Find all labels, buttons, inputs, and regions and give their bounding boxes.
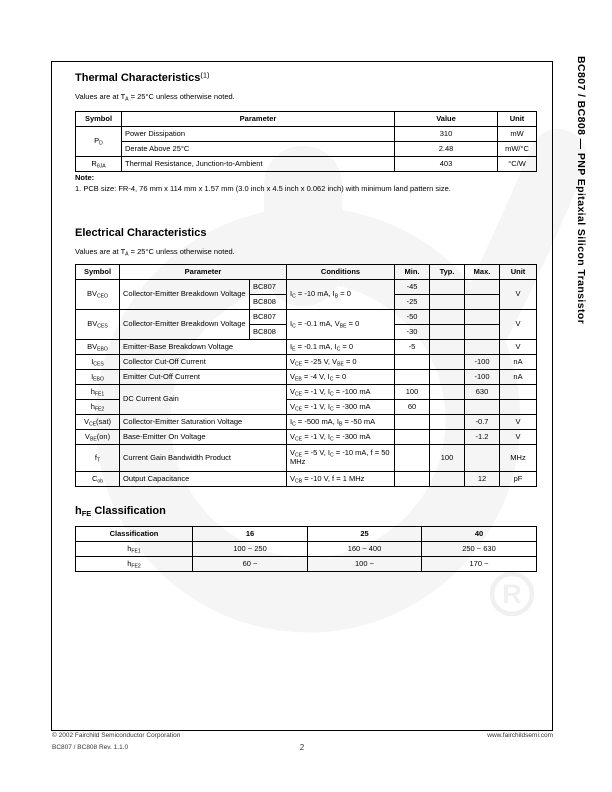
parameter-cell: Current Gain Bandwidth Product xyxy=(120,445,287,472)
col-header-classification: Classification xyxy=(76,527,193,542)
conditions-cell: $I_C = -0.1$ mA, $V_{BE} = 0$ xyxy=(287,310,395,340)
symbol-cell: $BV_{CES}$ xyxy=(76,310,120,340)
typ-cell xyxy=(430,325,465,340)
max-cell xyxy=(465,325,500,340)
symbol-cell: $V_{CE}(sat)$ xyxy=(76,415,120,430)
max-cell: -1.2 xyxy=(465,430,500,445)
unit-cell xyxy=(500,385,537,400)
table-row xyxy=(76,415,537,430)
parameter-cell: Collector-Emitter Breakdown Voltage xyxy=(120,280,250,310)
col-header-16: 16 xyxy=(193,527,308,542)
min-cell xyxy=(395,370,430,385)
device-cell: BC807 xyxy=(250,310,287,325)
col-header-unit: Unit xyxy=(498,112,537,127)
parameter-cell: Power Dissipation xyxy=(122,127,395,142)
parameter-cell: Collector Cut-Off Current xyxy=(120,355,287,370)
table-row xyxy=(76,472,537,487)
max-cell: -100 xyxy=(465,370,500,385)
unit-cell: V xyxy=(500,430,537,445)
table-row xyxy=(76,355,537,370)
parameter-cell: Base-Emitter On Voltage xyxy=(120,430,287,445)
max-cell xyxy=(465,340,500,355)
symbol-cell: $h_{FE2}$ xyxy=(76,400,120,415)
min-cell: -45 xyxy=(395,280,430,295)
parameter-cell: Derate Above 25°C xyxy=(122,142,395,157)
max-cell: 630 xyxy=(465,385,500,400)
range-cell: 60 ~ xyxy=(193,557,308,572)
value-cell: 2.48 xyxy=(395,142,498,157)
table-row xyxy=(76,370,537,385)
table-row xyxy=(76,430,537,445)
parameter-cell: Output Capacitance xyxy=(120,472,287,487)
table-row xyxy=(76,310,537,325)
symbol-cell: $C_{ob}$ xyxy=(76,472,120,487)
conditions-cell: $V_{EB} = -4$ V, $I_C = 0$ xyxy=(287,370,395,385)
col-header-parameter: Parameter xyxy=(122,112,395,127)
unit-cell: mW xyxy=(498,127,537,142)
typ-cell xyxy=(430,340,465,355)
min-cell: 100 xyxy=(395,385,430,400)
min-cell: -5 xyxy=(395,340,430,355)
thermal-characteristics-table xyxy=(75,111,537,172)
table-row xyxy=(76,280,537,295)
sidebar-part-title: BC807 / BC808 — PNP Epitaxial Silicon Transistor xyxy=(575,56,587,325)
value-cell: 310 xyxy=(395,127,498,142)
unit-cell: pF xyxy=(500,472,537,487)
unit-cell: mW/°C xyxy=(498,142,537,157)
min-cell xyxy=(395,472,430,487)
electrical-conditions-note: Values are at $T_A = 25^\circ C$ unless otherwise noted. xyxy=(75,247,235,258)
conditions-cell: $I_E = -0.1$ mA, $I_C = 0$ xyxy=(287,340,395,355)
conditions-cell: $V_{CE} = -5$ V, $I_C = -10$ mA, f = 50 MHz xyxy=(287,445,395,472)
unit-cell: nA xyxy=(500,355,537,370)
symbol-cell: $R_{\theta JA}$ xyxy=(76,157,122,172)
electrical-characteristics-table xyxy=(75,264,537,487)
typ-cell xyxy=(430,295,465,310)
min-cell xyxy=(395,445,430,472)
table-header-row xyxy=(76,112,537,127)
unit-cell: °C/W xyxy=(498,157,537,172)
col-header-symbol: Symbol xyxy=(76,265,120,280)
hfe-classification-title: $h_{FE}$ Classification xyxy=(75,505,166,518)
page-frame xyxy=(51,61,553,731)
col-header-unit: Unit xyxy=(500,265,537,280)
conditions-cell: $V_{CE} = -25$ V, $V_{BE} = 0$ xyxy=(287,355,395,370)
parameter-cell: DC Current Gain xyxy=(120,385,287,415)
device-cell: BC808 xyxy=(250,325,287,340)
device-cell: BC808 xyxy=(250,295,287,310)
conditions-cell: $I_C = -500$ mA, $I_B = -50$ mA xyxy=(287,415,395,430)
table-row xyxy=(76,157,537,172)
max-cell: -100 xyxy=(465,355,500,370)
col-header-parameter: Parameter xyxy=(120,265,287,280)
typ-cell: 100 xyxy=(430,445,465,472)
unit-cell: nA xyxy=(500,370,537,385)
unit-cell: MHz xyxy=(500,445,537,472)
classification-label: $h_{FE1}$ xyxy=(76,542,193,557)
electrical-section-title: Electrical Characteristics xyxy=(75,227,207,239)
col-header-25: 25 xyxy=(308,527,422,542)
conditions-cell: $V_{CE} = -1$ V, $I_C = -300$ mA xyxy=(287,400,395,415)
min-cell xyxy=(395,355,430,370)
typ-cell xyxy=(430,430,465,445)
typ-cell xyxy=(430,280,465,295)
website-url: www.fairchildsemi.com xyxy=(487,732,553,739)
parameter-cell: Collector-Emitter Saturation Voltage xyxy=(120,415,287,430)
conditions-cell: $V_{CE} = -1$ V, $I_C = -300$ mA xyxy=(287,430,395,445)
min-cell xyxy=(395,430,430,445)
table-row xyxy=(76,542,537,557)
col-header-max: Max. xyxy=(465,265,500,280)
table-row xyxy=(76,445,537,472)
min-cell: 60 xyxy=(395,400,430,415)
symbol-cell: $f_T$ xyxy=(76,445,120,472)
symbol-cell: $I_{CES}$ xyxy=(76,355,120,370)
note-label: Note: xyxy=(75,173,95,182)
col-header-typ: Typ. xyxy=(430,265,465,280)
symbol-cell: $BV_{EBO}$ xyxy=(76,340,120,355)
col-header-conditions: Conditions xyxy=(287,265,395,280)
col-header-value: Value xyxy=(395,112,498,127)
range-cell: 100 ~ 250 xyxy=(193,542,308,557)
max-cell xyxy=(465,310,500,325)
typ-cell xyxy=(430,370,465,385)
col-header-symbol: Symbol xyxy=(76,112,122,127)
conditions-cell: $V_{CB} = -10$ V, f = 1 MHz xyxy=(287,472,395,487)
table-row xyxy=(76,127,537,142)
typ-cell xyxy=(430,310,465,325)
max-cell: -0.7 xyxy=(465,415,500,430)
typ-cell xyxy=(430,400,465,415)
note-text: 1. PCB size: FR-4, 76 mm x 114 mm x 1.57 mm (3.0 inch x 4.5 inch x 0.062 inch) with minimum land pattern size. xyxy=(75,184,451,193)
document-revision: BC807 / BC808 Rev. 1.1.0 xyxy=(52,744,129,751)
svg-text:R: R xyxy=(502,579,522,609)
parameter-cell: Thermal Resistance, Junction-to-Ambient xyxy=(122,157,395,172)
unit-cell: V xyxy=(500,280,537,310)
max-cell xyxy=(465,445,500,472)
min-cell: -30 xyxy=(395,325,430,340)
table-header-row xyxy=(76,527,537,542)
parameter-cell: Collector-Emitter Breakdown Voltage xyxy=(120,310,250,340)
max-cell xyxy=(465,280,500,295)
table-row xyxy=(76,557,537,572)
min-cell: -25 xyxy=(395,295,430,310)
typ-cell xyxy=(430,472,465,487)
table-header-row xyxy=(76,265,537,280)
conditions-cell: $V_{CE} = -1$ V, $I_C = -100$ mA xyxy=(287,385,395,400)
table-row xyxy=(76,142,537,157)
page-number: 2 xyxy=(299,743,305,752)
symbol-cell: $I_{EBO}$ xyxy=(76,370,120,385)
col-header-40: 40 xyxy=(422,527,537,542)
min-cell xyxy=(395,415,430,430)
max-cell: 12 xyxy=(465,472,500,487)
table-row xyxy=(76,385,537,400)
max-cell xyxy=(465,400,500,415)
unit-cell: V xyxy=(500,310,537,340)
thermal-section-title: Thermal Characteristics$^{(1)}$ xyxy=(75,70,210,84)
col-header-min: Min. xyxy=(395,265,430,280)
device-cell: BC807 xyxy=(250,280,287,295)
conditions-cell: $I_C = -10$ mA, $I_B = 0$ xyxy=(287,280,395,310)
typ-cell xyxy=(430,385,465,400)
thermal-conditions-note: Values are at $T_A = 25^\circ C$ unless otherwise noted. xyxy=(75,92,235,103)
range-cell: 160 ~ 400 xyxy=(308,542,422,557)
range-cell: 170 ~ xyxy=(422,557,537,572)
range-cell: 250 ~ 630 xyxy=(422,542,537,557)
range-cell: 100 ~ xyxy=(308,557,422,572)
min-cell: -50 xyxy=(395,310,430,325)
symbol-cell: $V_{BE}(on)$ xyxy=(76,430,120,445)
value-cell: 403 xyxy=(395,157,498,172)
unit-cell: V xyxy=(500,340,537,355)
copyright-notice: © 2002 Fairchild Semiconductor Corporation xyxy=(52,732,181,739)
table-row xyxy=(76,340,537,355)
symbol-cell: $P_D$ xyxy=(76,127,122,157)
unit-cell xyxy=(500,400,537,415)
symbol-cell: $BV_{CEO}$ xyxy=(76,280,120,310)
typ-cell xyxy=(430,355,465,370)
parameter-cell: Emitter-Base Breakdown Voltage xyxy=(120,340,287,355)
max-cell xyxy=(465,295,500,310)
typ-cell xyxy=(430,415,465,430)
symbol-cell: $h_{FE1}$ xyxy=(76,385,120,400)
hfe-classification-table xyxy=(75,526,537,572)
unit-cell: V xyxy=(500,415,537,430)
parameter-cell: Emitter Cut-Off Current xyxy=(120,370,287,385)
classification-label: $h_{FE2}$ xyxy=(76,557,193,572)
